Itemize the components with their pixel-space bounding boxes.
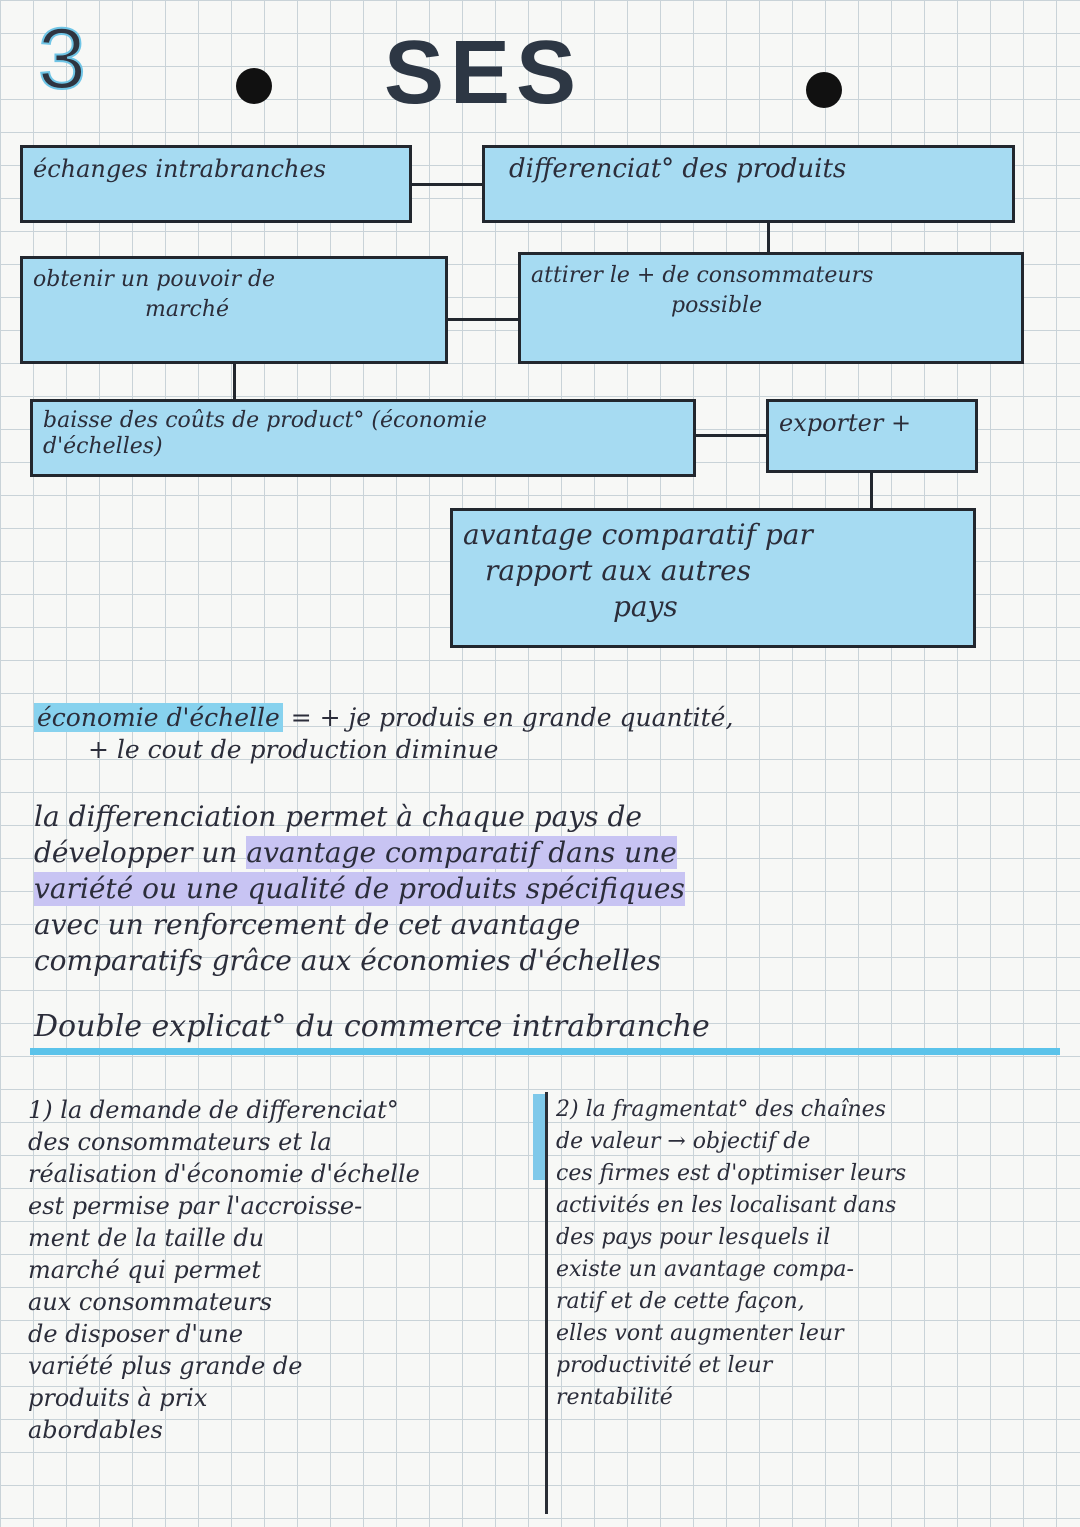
left-line: de disposer d'une <box>28 1320 244 1348</box>
box-echanges-label: échanges intrabranches <box>33 155 326 183</box>
left-line: 1) la demande de differenciat° <box>28 1096 399 1124</box>
page-title: SES <box>384 23 583 123</box>
connector-box3-box4 <box>448 318 519 321</box>
section-heading: Double explicat° du commerce intrabranche <box>34 1009 710 1044</box>
left-line: des consommateurs et la <box>28 1128 332 1156</box>
left-line: ment de la taille du <box>28 1224 265 1252</box>
definition-text1: = + je produis en grande quantité, <box>290 703 734 732</box>
right-line: ratif et de cette façon, <box>556 1289 805 1314</box>
right-line: ces firmes est d'optimiser leurs <box>556 1161 907 1186</box>
box-avantage-comparatif <box>450 508 976 648</box>
divider-highlight <box>533 1094 545 1180</box>
paragraph-line1: la differenciation permet à chaque pays de <box>34 800 642 833</box>
connector-box5-box6 <box>694 434 766 437</box>
left-line: réalisation d'économie d'échelle <box>28 1160 420 1188</box>
right-line: existe un avantage compa- <box>556 1257 854 1282</box>
right-line: de valeur → objectif de <box>556 1129 811 1154</box>
box-echanges-intrabranches <box>20 145 412 223</box>
box-attirer-line2: possible <box>671 293 763 318</box>
definition-term: économie d'échelle <box>34 703 283 732</box>
box-attirer-line1: attirer le + de consommateurs <box>531 263 874 288</box>
left-line: abordables <box>28 1416 163 1444</box>
paragraph-line4: avec un renforcement de cet avantage <box>34 908 581 941</box>
right-line: elles vont augmenter leur <box>556 1321 844 1346</box>
page-number: 3 <box>38 11 86 107</box>
column-divider <box>545 1092 548 1514</box>
heading-underline <box>30 1048 1060 1055</box>
connector-box3-box5 <box>233 363 236 401</box>
paragraph-line2 <box>34 836 677 870</box>
box-pouvoir-line1: obtenir un pouvoir de <box>33 267 276 292</box>
box-exporter-label: exporter + <box>779 409 912 437</box>
paragraph-line5: comparatifs grâce aux économies d'échelles <box>34 944 661 977</box>
paragraph-line2b: avantage comparatif dans une <box>246 836 677 869</box>
left-line: variété plus grande de <box>28 1352 303 1380</box>
binder-hole-right <box>806 72 842 108</box>
right-line: activités en les localisant dans <box>556 1193 897 1218</box>
left-line: est permise par l'accroisse- <box>28 1192 363 1220</box>
box-avantage-line2: rapport aux autres <box>485 554 752 587</box>
box-pouvoir-marche <box>20 256 448 364</box>
connector-box6-box7 <box>870 471 873 509</box>
box-baisse-line1: baisse des coûts de product° (économie <box>43 408 487 433</box>
definition-line2: + le cout de production diminue <box>88 735 499 764</box>
right-line: des pays pour lesquels il <box>556 1225 831 1250</box>
box-exporter <box>766 399 978 473</box>
definition-line1 <box>34 702 733 733</box>
left-line: produits à prix <box>28 1384 208 1412</box>
connector-box2-box4 <box>767 222 770 252</box>
box-baisse-line2: d'échelles) <box>43 434 163 459</box>
left-line: aux consommateurs <box>28 1288 272 1316</box>
binder-hole-left <box>236 68 272 104</box>
right-column <box>556 1094 1066 1414</box>
box-differenciation-produits <box>482 145 1015 223</box>
paragraph-line2a: développer un <box>34 836 247 869</box>
paragraph-line3: variété ou une qualité de produits spécifiques <box>34 872 685 905</box>
right-line: productivité et leur <box>556 1353 773 1378</box>
box-baisse-couts <box>30 399 696 477</box>
right-line: rentabilité <box>556 1385 673 1410</box>
left-line: marché qui permet <box>28 1256 262 1284</box>
left-column <box>28 1094 528 1446</box>
box-avantage-line3: pays <box>613 590 678 623</box>
box-pouvoir-line2: marché <box>145 297 230 322</box>
connector-box1-box2 <box>410 183 484 186</box>
box-avantage-line1: avantage comparatif par <box>463 518 813 551</box>
box-differenciation-label: differenciat° des produits <box>509 154 847 184</box>
box-attirer-consommateurs <box>518 252 1024 364</box>
right-line: 2) la fragmentat° des chaînes <box>556 1097 886 1122</box>
